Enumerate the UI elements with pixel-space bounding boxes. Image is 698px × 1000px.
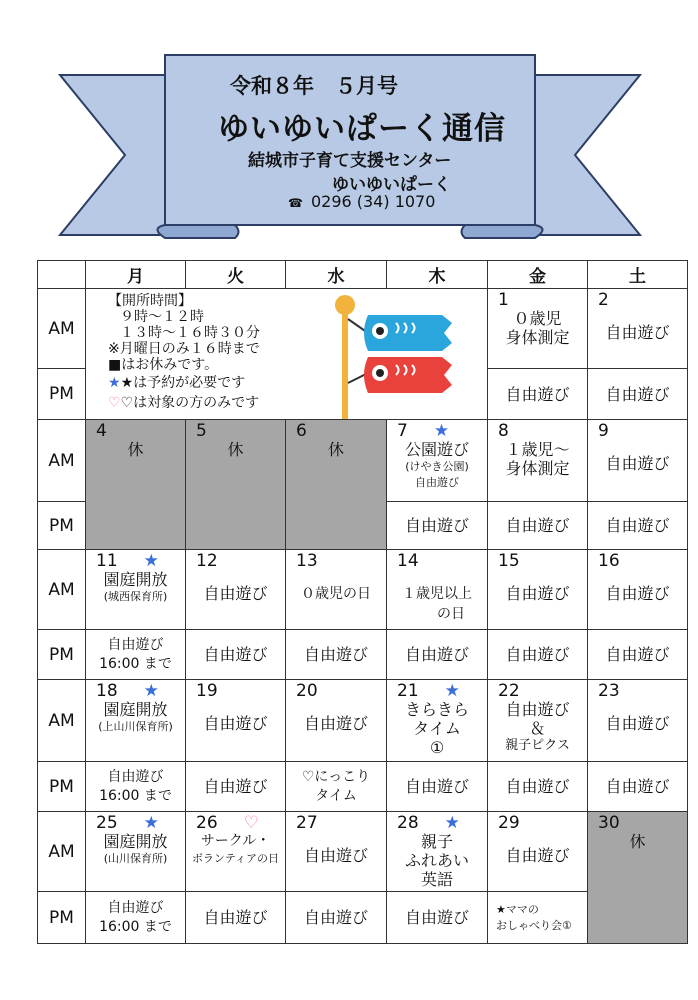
pm-label: PM: [38, 369, 86, 420]
pm-label: PM: [38, 502, 86, 550]
heart-legend-text: ♡は対象の方のみです: [120, 395, 260, 411]
event-location: (城西保育所): [103, 590, 168, 603]
date-number: 28: [397, 813, 419, 833]
event-text: 自由遊び: [404, 645, 469, 664]
event-text: ０歳児の日: [301, 586, 371, 602]
event-text: 自由遊び: [107, 768, 164, 785]
event-note: 自由遊び: [415, 476, 459, 489]
cell-may25-pm: [86, 892, 186, 944]
closed-text: 休: [629, 832, 646, 851]
star-legend: [108, 375, 260, 391]
cell-may18-pm: [86, 762, 186, 812]
cell-may20-am: [286, 680, 387, 762]
event-text: 自由遊び: [605, 645, 670, 664]
closed-text: 休: [327, 440, 344, 459]
date-18: [86, 680, 185, 700]
event-text: １歳児以上 の日: [402, 586, 472, 622]
event-text: 自由遊び: [605, 384, 670, 404]
date-21: [387, 680, 487, 700]
event-text: １歳児～ 身体測定: [505, 440, 570, 478]
cell-may27-pm: [286, 892, 387, 944]
date-29: 29: [498, 813, 520, 833]
event-text-2: タイム: [315, 787, 357, 804]
closed-text: 休: [127, 440, 144, 459]
cell-may12-pm: [186, 630, 286, 680]
event-text-2: おしゃべり会①: [496, 918, 572, 932]
pm-label: PM: [38, 762, 86, 812]
date-11: [86, 550, 185, 570]
event-location: (山川保育所): [103, 852, 168, 865]
star-icon: ★: [143, 813, 159, 833]
event-text: ♡にっこり: [301, 768, 371, 785]
cell-may29-pm: [488, 892, 588, 944]
date-14: 14: [397, 551, 419, 571]
hours-morning: ９時～１２時: [120, 309, 204, 325]
date-19: 19: [196, 681, 218, 701]
event-text: 自由遊び: [107, 899, 164, 916]
info-box: [86, 289, 488, 420]
cell-may22-pm: [488, 762, 588, 812]
cell-may12-am: [186, 550, 286, 630]
date-1: 1: [498, 290, 509, 310]
event-text: 自由遊び: [605, 516, 670, 535]
closed-legend: ■はお休みです。: [108, 357, 219, 373]
event-text: 自由遊び: [505, 846, 570, 865]
cell-may5-closed: [186, 420, 286, 550]
cell-may19-pm: [186, 762, 286, 812]
organization-name: 結城市子育て支援センター: [248, 151, 452, 171]
event-time: 16:00 まで: [99, 655, 172, 672]
event-text: 自由遊び: [505, 584, 570, 603]
corner-cell: [38, 261, 86, 289]
cell-may14-am: [387, 550, 488, 630]
cell-may2-am: [588, 289, 688, 369]
day-wed: 水: [286, 261, 387, 289]
event-time: 16:00 まで: [99, 918, 172, 935]
cell-may13-am: [286, 550, 387, 630]
am-label: AM: [38, 289, 86, 369]
cell-may9-am: [588, 420, 688, 502]
closed-text: 休: [227, 440, 244, 459]
date-number: 26: [196, 813, 218, 833]
date-23: 23: [598, 681, 620, 701]
event-text: 自由遊び: [107, 636, 164, 653]
event-text: 自由遊び: [404, 908, 469, 927]
cell-may16-pm: [588, 630, 688, 680]
week5-am-row: [38, 812, 688, 892]
event-text: 自由遊び: [605, 454, 670, 473]
koinobori-illustration: [334, 293, 454, 420]
event-time: 16:00 まで: [99, 787, 172, 804]
event-note: 親子ピクス: [505, 738, 570, 753]
newsletter-title: ゆいゆいぱーく通信: [218, 111, 506, 147]
event-text: 自由遊び: [203, 777, 268, 796]
cell-may26-pm: [186, 892, 286, 944]
cell-may28-am: [387, 812, 488, 892]
star-icon: ★: [143, 551, 159, 571]
date-15: 15: [498, 551, 520, 571]
event-text: 公園遊び: [404, 440, 469, 459]
event-text: ０歳児 身体測定: [505, 309, 570, 347]
date-number: 21: [397, 681, 419, 701]
am-label: AM: [38, 550, 86, 630]
event-text: ★ママの: [496, 902, 539, 916]
event-text: 自由遊び: [303, 908, 368, 927]
heart-icon: ♡: [243, 813, 259, 833]
cell-may11-am: [86, 550, 186, 630]
event-location: (けやき公園): [405, 460, 469, 473]
cell-may8-pm: [488, 502, 588, 550]
date-12: 12: [196, 551, 218, 571]
date-number: 18: [96, 681, 118, 701]
date-25: [86, 812, 185, 832]
event-location: (上山川保育所): [98, 720, 173, 733]
pm-label: PM: [38, 892, 86, 944]
event-text: 自由遊び: [203, 714, 268, 733]
cell-may27-am: [286, 812, 387, 892]
week4-am-row: [38, 680, 688, 762]
cell-may23-pm: [588, 762, 688, 812]
event-text: 自由遊び: [505, 384, 570, 404]
cell-may6-closed: [286, 420, 387, 550]
date-4: 4: [96, 421, 107, 441]
heart-icon: ♡: [108, 395, 121, 411]
cell-may7-am: [387, 420, 488, 502]
event-note: ボランティアの日: [191, 852, 280, 865]
event-text: サークル・: [200, 833, 271, 849]
week2-am-row: [38, 420, 688, 502]
cell-may1-pm: [488, 369, 588, 420]
week4-pm-row: [38, 762, 688, 812]
date-13: 13: [296, 551, 318, 571]
event-text: 自由遊び: [203, 584, 268, 603]
date-20: 20: [296, 681, 318, 701]
cell-may21-pm: [387, 762, 488, 812]
date-8: 8: [498, 421, 509, 441]
cell-may21-am: [387, 680, 488, 762]
date-27: 27: [296, 813, 318, 833]
hours-title: 【開所時間】: [108, 293, 192, 309]
date-number: 11: [96, 551, 118, 571]
pm-label: PM: [38, 630, 86, 680]
event-text: 自由遊び: [203, 908, 268, 927]
am-label: AM: [38, 420, 86, 502]
cell-may7-pm: [387, 502, 488, 550]
cell-may28-pm: [387, 892, 488, 944]
event-text: 親子 ふれあい 英語: [404, 832, 469, 889]
cell-may25-am: [86, 812, 186, 892]
date-16: 16: [598, 551, 620, 571]
day-mon: 月: [86, 261, 186, 289]
event-text: 自由遊び: [505, 777, 570, 796]
event-text: 自由遊び: [404, 777, 469, 796]
cell-may9-pm: [588, 502, 688, 550]
date-5: 5: [196, 421, 207, 441]
day-sat: 土: [588, 261, 688, 289]
event-text: きらきら タイム ①: [404, 700, 469, 757]
event-text: 自由遊び: [303, 714, 368, 733]
star-legend-text: ★は予約が必要です: [120, 375, 246, 391]
am-label: AM: [38, 812, 86, 892]
am-label: AM: [38, 680, 86, 762]
cell-may1-am: [488, 289, 588, 369]
cell-may11-pm: [86, 630, 186, 680]
cell-may8-am: [488, 420, 588, 502]
week3-pm-row: [38, 630, 688, 680]
event-text: 自由遊び: [404, 516, 469, 535]
cell-may18-am: [86, 680, 186, 762]
date-number: 7: [397, 421, 408, 441]
star-icon: ★: [433, 421, 450, 441]
facility-name: ゆいゆいぱーく: [332, 175, 451, 195]
star-icon: ★: [143, 681, 159, 701]
event-text: 自由遊び: [605, 584, 670, 603]
cell-may26-am: [186, 812, 286, 892]
week1-am-row: [38, 289, 688, 369]
hours-afternoon: １３時～１６時３０分: [120, 325, 260, 341]
date-9: 9: [598, 421, 609, 441]
date-6: 6: [296, 421, 307, 441]
event-text: 園庭開放: [103, 832, 168, 851]
week3-am-row: [38, 550, 688, 630]
day-header-row: [38, 261, 688, 289]
phone-number: 0296 (34) 1070: [310, 192, 436, 211]
day-thu: 木: [387, 261, 488, 289]
star-icon: ★: [444, 681, 460, 701]
date-30: 30: [598, 813, 620, 833]
cell-may22-am: [488, 680, 588, 762]
monday-note: ※月曜日のみ１６時まで: [108, 341, 260, 357]
date-26: [186, 812, 285, 832]
cell-may19-am: [186, 680, 286, 762]
date-28: [387, 812, 487, 832]
date-2: 2: [598, 290, 609, 310]
day-fri: 金: [488, 261, 588, 289]
date-number: 25: [96, 813, 118, 833]
star-icon: ★: [444, 813, 460, 833]
event-text: 自由遊び ＆: [505, 700, 570, 738]
day-tue: 火: [186, 261, 286, 289]
issue-label: 令和８年 ５月号: [230, 74, 398, 98]
event-text: 自由遊び: [303, 645, 368, 664]
event-text: 自由遊び: [605, 777, 670, 796]
event-text: 自由遊び: [605, 714, 670, 733]
event-text: 自由遊び: [505, 645, 570, 664]
date-7: [387, 420, 487, 440]
cell-may23-am: [588, 680, 688, 762]
calendar-table: [37, 260, 688, 944]
event-text: 園庭開放: [103, 570, 168, 589]
cell-may2-pm: [588, 369, 688, 420]
cell-may29-am: [488, 812, 588, 892]
cell-may13-pm: [286, 630, 387, 680]
cell-may30-closed: [588, 812, 688, 944]
cell-may4-closed: [86, 420, 186, 550]
star-icon: ★: [108, 375, 121, 391]
event-text: 自由遊び: [505, 516, 570, 535]
cell-may20-pm: [286, 762, 387, 812]
event-text: 自由遊び: [203, 645, 268, 664]
telephone-icon: ☎: [288, 196, 303, 210]
date-22: 22: [498, 681, 520, 701]
cell-may14-pm: [387, 630, 488, 680]
phone-line: [288, 192, 435, 211]
event-text: 自由遊び: [303, 846, 368, 865]
info-text: [108, 293, 260, 411]
cell-may15-pm: [488, 630, 588, 680]
cell-may15-am: [488, 550, 588, 630]
cell-may16-am: [588, 550, 688, 630]
event-text: 自由遊び: [605, 323, 670, 342]
event-text: 園庭開放: [103, 700, 168, 719]
heart-legend: [108, 395, 260, 411]
